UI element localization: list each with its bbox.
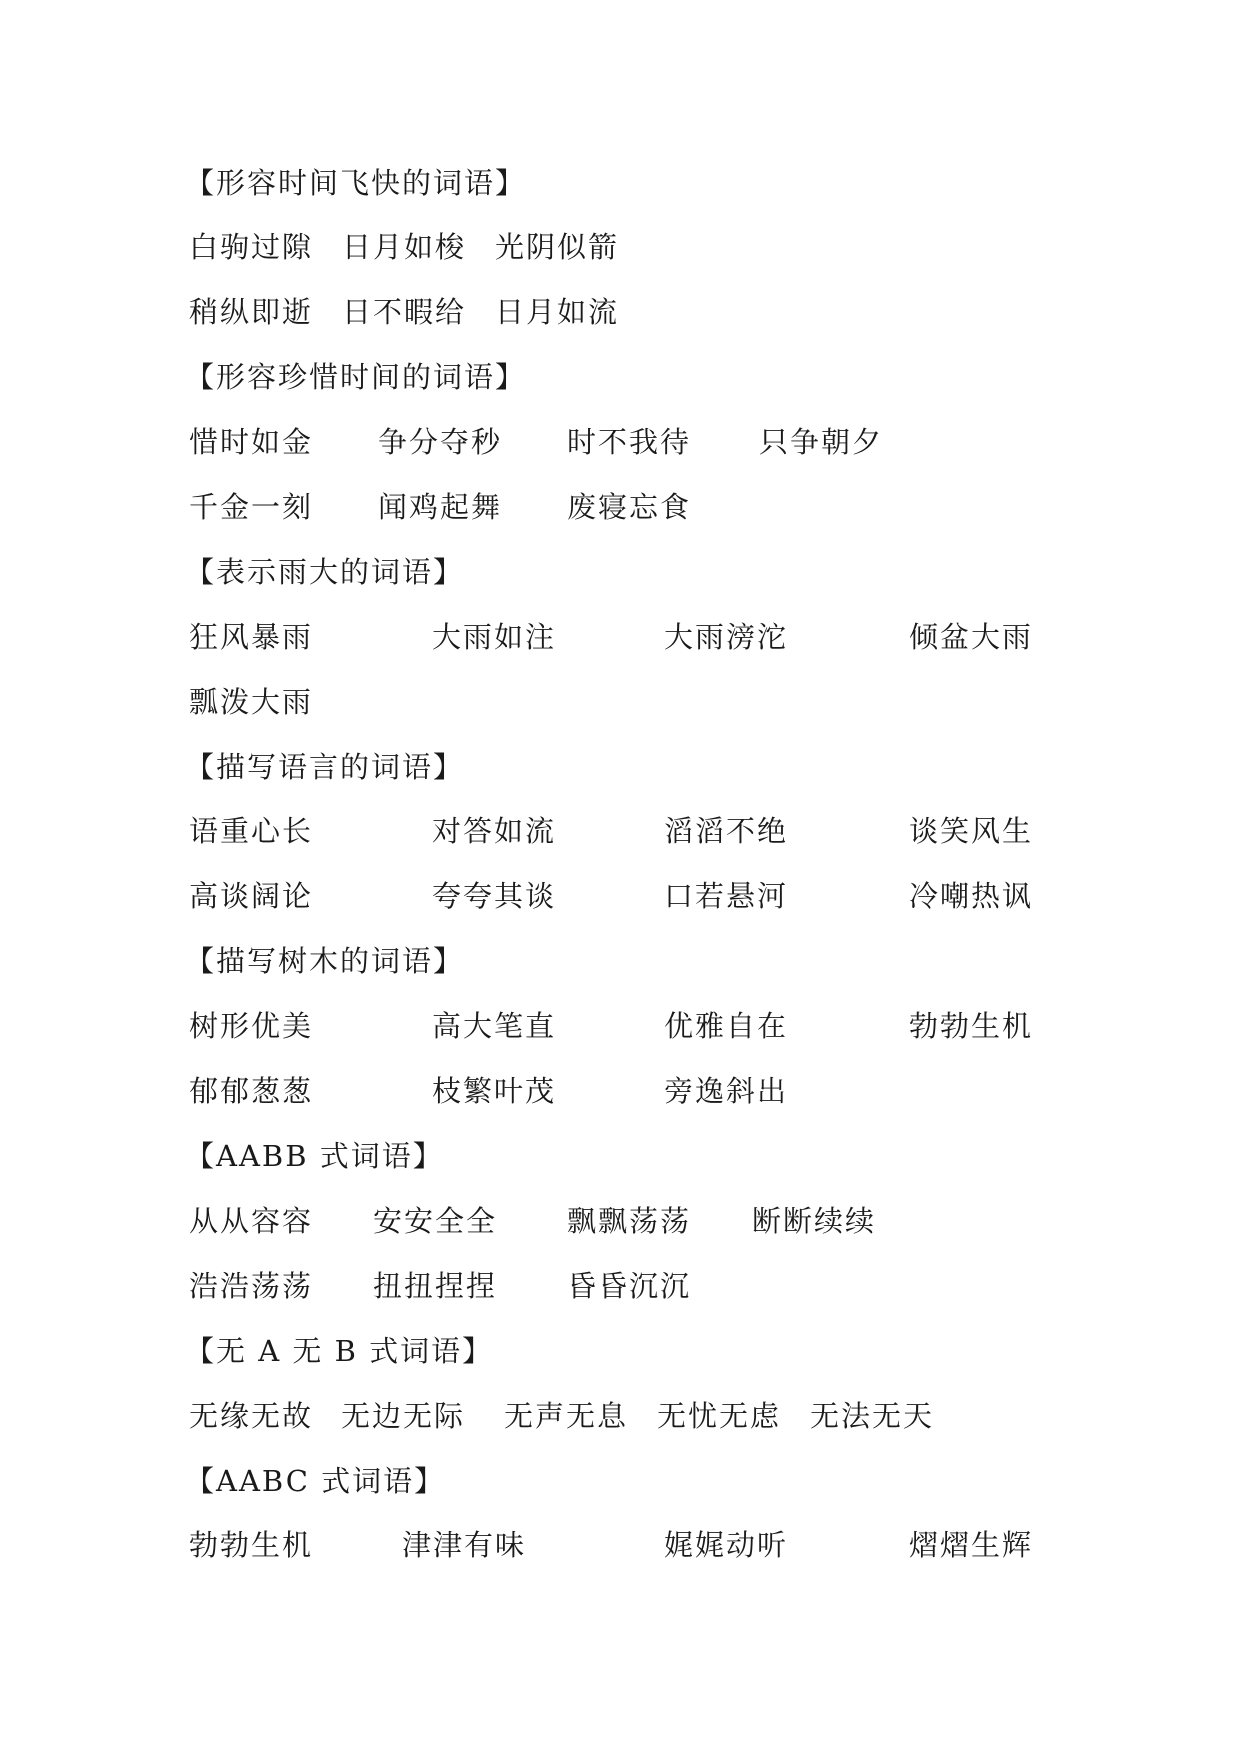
word: 勃勃生机 (909, 1009, 1034, 1043)
word: 时不我待 (567, 425, 692, 459)
word: 从从容容 (189, 1204, 314, 1238)
word: 高大笔直 (432, 1009, 557, 1043)
word: 优雅自在 (664, 1009, 789, 1043)
word: 昏昏沉沉 (567, 1269, 692, 1303)
word: 大雨滂沱 (664, 620, 789, 654)
section-heading: 【形容珍惜时间的词语】 (185, 360, 527, 394)
word: 安安全全 (373, 1204, 498, 1238)
section-heading: 【表示雨大的词语】 (185, 555, 465, 589)
section-heading: 【AABB 式词语】 (185, 1139, 444, 1173)
word: 冷嘲热讽 (909, 879, 1034, 913)
word: 飘飘荡荡 (567, 1204, 692, 1238)
word: 惜时如金 (189, 425, 314, 459)
word: 大雨如注 (432, 620, 557, 654)
word: 无忧无虑 (657, 1399, 782, 1433)
word: 枝繁叶茂 (432, 1074, 557, 1108)
word: 闻鸡起舞 (378, 490, 503, 524)
section-heading: 【描写树木的词语】 (185, 944, 465, 978)
word: 日月如梭 (342, 230, 467, 264)
word: 谈笑风生 (909, 814, 1034, 848)
word: 扭扭捏捏 (373, 1269, 498, 1303)
word: 日不暇给 (342, 295, 467, 329)
word: 狂风暴雨 (189, 620, 314, 654)
word: 千金一刻 (189, 490, 314, 524)
word: 浩浩荡荡 (189, 1269, 314, 1303)
word: 瓢泼大雨 (189, 685, 314, 719)
word: 废寝忘食 (567, 490, 692, 524)
word: 树形优美 (189, 1009, 314, 1043)
word: 津津有味 (402, 1528, 527, 1562)
word: 高谈阔论 (189, 879, 314, 913)
word: 无法无天 (810, 1399, 935, 1433)
section-heading: 【形容时间飞快的词语】 (185, 166, 527, 200)
word: 稍纵即逝 (189, 295, 314, 329)
section-heading: 【AABC 式词语】 (185, 1464, 446, 1498)
word: 白驹过隙 (189, 230, 314, 264)
word: 勃勃生机 (189, 1528, 314, 1562)
word: 断断续续 (752, 1204, 877, 1238)
word: 无缘无故 (189, 1399, 314, 1433)
word: 光阴似箭 (495, 230, 620, 264)
word: 旁逸斜出 (664, 1074, 789, 1108)
word: 滔滔不绝 (664, 814, 789, 848)
word: 郁郁葱葱 (189, 1074, 314, 1108)
section-heading: 【无 A 无 B 式词语】 (185, 1334, 494, 1368)
word: 娓娓动听 (664, 1528, 789, 1562)
word: 无声无息 (504, 1399, 629, 1433)
word: 夸夸其谈 (432, 879, 557, 913)
word: 无边无际 (341, 1399, 466, 1433)
word: 语重心长 (189, 814, 314, 848)
word: 只争朝夕 (759, 425, 884, 459)
word: 日月如流 (495, 295, 620, 329)
section-heading: 【描写语言的词语】 (185, 750, 465, 784)
word: 争分夺秒 (378, 425, 503, 459)
word: 倾盆大雨 (909, 620, 1034, 654)
word: 对答如流 (432, 814, 557, 848)
word: 口若悬河 (664, 879, 789, 913)
word: 熠熠生辉 (909, 1528, 1034, 1562)
